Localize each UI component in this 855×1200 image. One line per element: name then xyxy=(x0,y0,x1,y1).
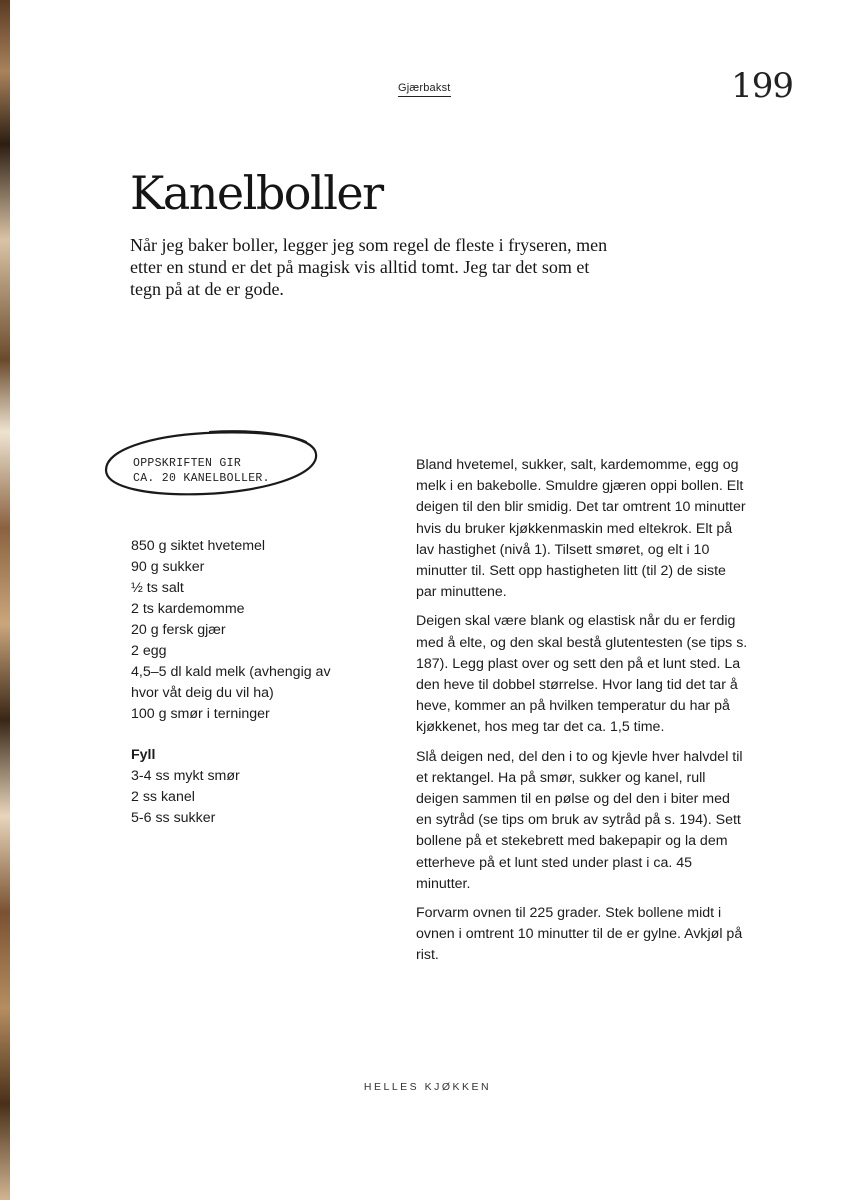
recipe-intro: Når jeg baker boller, legger jeg som regel de fleste i fryseren, men etter en stund er det på magisk vis alltid tomt. Jeg tar det som et tegn på at de er gode. xyxy=(130,235,608,299)
filling-item: 3-4 ss mykt smør xyxy=(131,768,240,784)
ingredient-item: 2 egg xyxy=(131,643,167,659)
yield-note-box xyxy=(100,426,324,504)
filling-section xyxy=(131,745,371,829)
yield-note xyxy=(133,456,270,486)
ingredient-list xyxy=(131,536,371,725)
book-footer: HELLES KJØKKEN xyxy=(363,1081,492,1093)
method-steps xyxy=(416,455,748,975)
filling-item: 2 ss kanel xyxy=(131,789,195,805)
photo-edge-strip xyxy=(0,0,10,1200)
ingredient-item: 20 g fersk gjær xyxy=(131,622,226,638)
yield-line-2: CA. 20 KANELBOLLER. xyxy=(133,472,270,485)
yield-line-1: OPPSKRIFTEN GIR xyxy=(133,457,242,470)
ingredient-item: 2 ts kardemomme xyxy=(131,601,245,617)
ingredient-item: 90 g sukker xyxy=(131,559,205,575)
filling-heading: Fyll xyxy=(131,747,156,763)
section-label: Gjærbakst xyxy=(398,82,451,97)
ingredient-item: ½ ts salt xyxy=(131,580,184,596)
method-paragraph: Slå deigen ned, del den i to og kjevle hver halvdel til et rektangel. Ha på smør, sukker og kanel, rull deigen sammen til en pølse og del den i biter med en sytråd (se tips om bruk av sytråd på s. 194). Sett bollene på et stekebrett med bakepapir og la dem etterheve på et lunt sted under plast i ca. 45 minutter. xyxy=(416,748,743,892)
ingredient-item: 100 g smør i terninger xyxy=(131,706,270,722)
method-paragraph: Deigen skal være blank og elastisk når du er ferdig med å elte, og den skal bestå glutentesten (se tips s. 187). Legg plast over og sett den på et lunt sted. La den heve til dobbel størrelse. Hvor lang tid det tar å heve, kommer an på hvilken temperatur du har på kjøkkenet, hos meg tar det ca. 1,5 time. xyxy=(416,613,748,736)
ingredient-item: 850 g siktet hvetemel xyxy=(131,538,266,554)
method-paragraph: Bland hvetemel, sukker, salt, kardemomme, egg og melk i en bakebolle. Smuldre gjæren oppi bollen. Elt deigen til den blir smidig. Det tar omtrent 10 minutter hvis du bruker kjøkkenmaskin med eltekrok. Elt på lav hastighet (nivå 1). Tilsett smøret, og elt i 10 minutter til. Sett opp hastigheten litt (til 2) de siste par minuttene. xyxy=(416,457,746,601)
recipe-title: Kanelboller xyxy=(130,166,383,220)
ingredient-item: 4,5–5 dl kald melk (avhengig av hvor våt deig du vil ha) xyxy=(131,664,331,701)
filling-item: 5-6 ss sukker xyxy=(131,810,216,826)
method-paragraph: Forvarm ovnen til 225 grader. Stek bollene midt i ovnen i omtrent 10 minutter til de er gylne. Avkjøl på rist. xyxy=(416,905,743,964)
page-number: 199 xyxy=(731,66,793,106)
